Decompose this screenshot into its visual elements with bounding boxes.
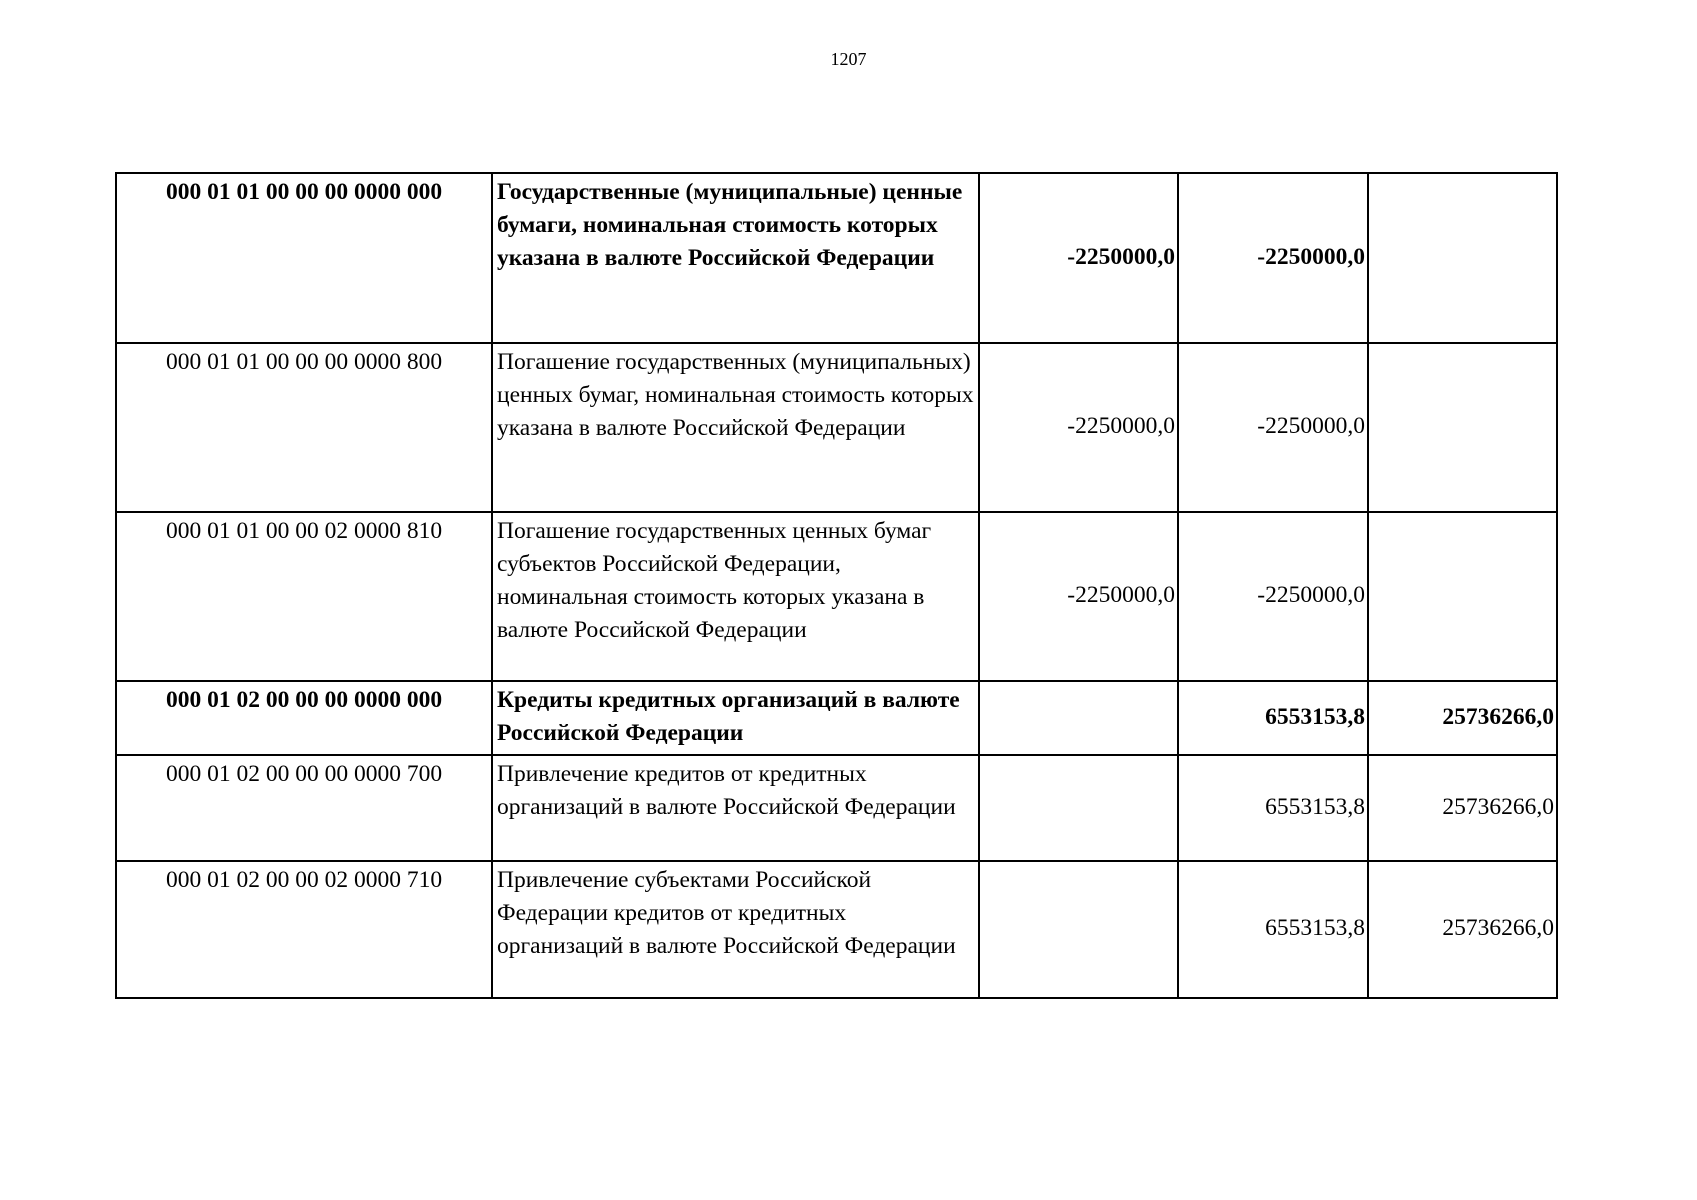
- budget-code-cell: 000 01 01 00 00 02 0000 810: [116, 512, 492, 681]
- amount-cell-1: -2250000,0: [979, 343, 1178, 512]
- table-row: [116, 755, 1557, 861]
- item-name-cell: Кредиты кредитных организаций в валюте Российской Федерации: [492, 681, 979, 755]
- item-name-cell: Привлечение субъектами Российской Федерации кредитов от кредитных организаций в валюте Российской Федерации: [492, 861, 979, 998]
- page-number: 1207: [830, 49, 867, 69]
- amount-cell-1: -2250000,0: [979, 173, 1178, 343]
- amount-cell-2: 6553153,8: [1178, 681, 1368, 755]
- amount-cell-1: [979, 681, 1178, 755]
- amount-cell-1: [979, 861, 1178, 998]
- item-name-cell: Привлечение кредитов от кредитных организаций в валюте Российской Федерации: [492, 755, 979, 861]
- item-name-cell: Государственные (муниципальные) ценные бумаги, номинальная стоимость которых указана в валюте Российской Федерации: [492, 173, 979, 343]
- amount-cell-2: -2250000,0: [1178, 512, 1368, 681]
- table-row: [116, 512, 1557, 681]
- table-row: [116, 681, 1557, 755]
- budget-code-cell: 000 01 02 00 00 02 0000 710: [116, 861, 492, 998]
- amount-cell-3: 25736266,0: [1368, 755, 1557, 861]
- amount-cell-2: -2250000,0: [1178, 173, 1368, 343]
- amount-cell-3: [1368, 173, 1557, 343]
- amount-cell-1: -2250000,0: [979, 512, 1178, 681]
- budget-code-cell: 000 01 01 00 00 00 0000 800: [116, 343, 492, 512]
- budget-code-cell: 000 01 02 00 00 00 0000 700: [116, 755, 492, 861]
- amount-cell-1: [979, 755, 1178, 861]
- amount-cell-2: 6553153,8: [1178, 755, 1368, 861]
- amount-cell-3: [1368, 512, 1557, 681]
- amount-cell-3: 25736266,0: [1368, 861, 1557, 998]
- budget-code-cell: 000 01 02 00 00 00 0000 000: [116, 681, 492, 755]
- item-name-cell: Погашение государственных ценных бумаг субъектов Российской Федерации, номинальная стоимость которых указана в валюте Российской Федерации: [492, 512, 979, 681]
- amount-cell-2: -2250000,0: [1178, 343, 1368, 512]
- amount-cell-3: [1368, 343, 1557, 512]
- budget-sources-table: [115, 172, 1558, 999]
- table-row: [116, 343, 1557, 512]
- amount-cell-2: 6553153,8: [1178, 861, 1368, 998]
- table-row: [116, 861, 1557, 998]
- table-row: [116, 173, 1557, 343]
- budget-code-cell: 000 01 01 00 00 00 0000 000: [116, 173, 492, 343]
- amount-cell-3: 25736266,0: [1368, 681, 1557, 755]
- item-name-cell: Погашение государственных (муниципальных) ценных бумаг, номинальная стоимость которых указана в валюте Российской Федерации: [492, 343, 979, 512]
